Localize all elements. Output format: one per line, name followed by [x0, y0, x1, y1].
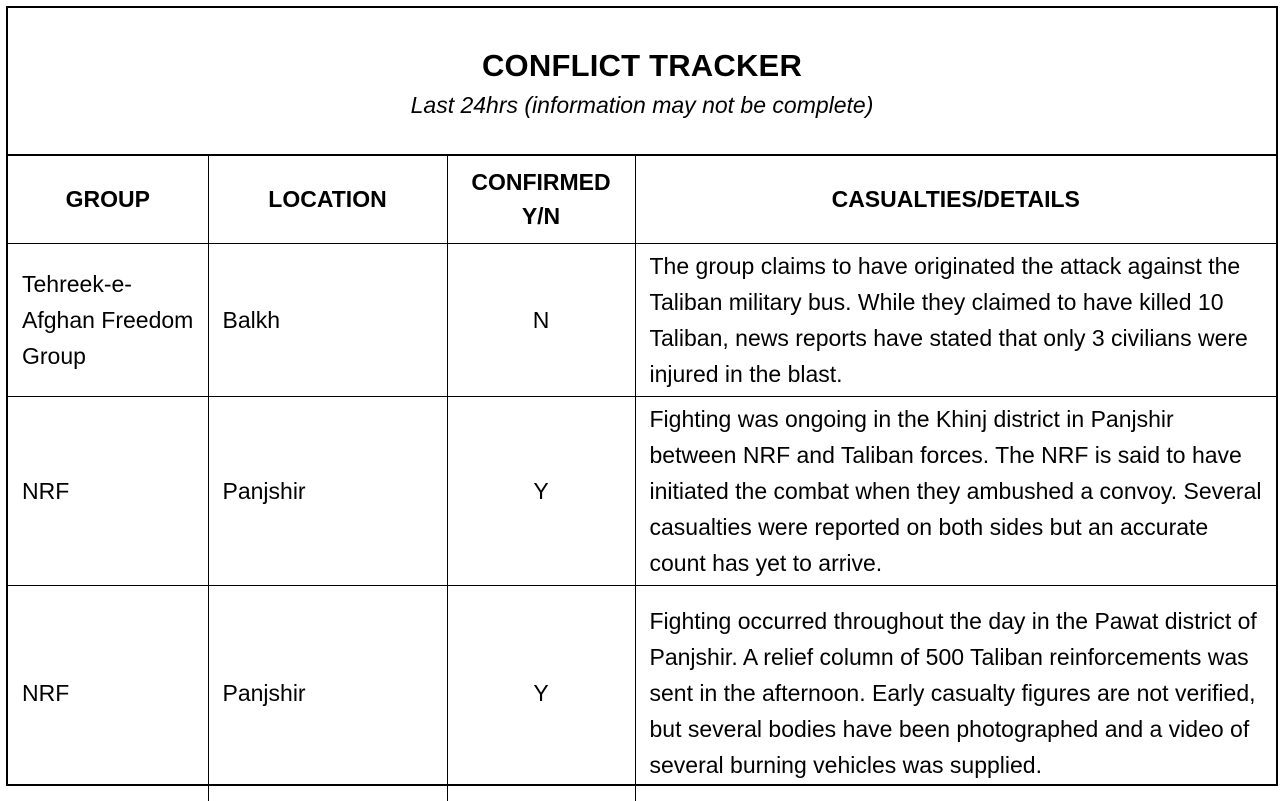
- table-header-row: [8, 156, 1276, 243]
- column-header-confirmed: [447, 156, 635, 243]
- table-row: [8, 243, 1276, 396]
- conflict-tracker-document: [6, 6, 1278, 786]
- details-cell: Fighting occurred throughout the day in the Pawat district of Panjshir. A relief column of 500 Taliban reinforcements was sent in the afternoon. Early casualty figures are not verified, but several bodies have been photographed and a video of several burning vehicles was supplied.: [635, 585, 1276, 801]
- table-row: [8, 396, 1276, 585]
- document-subtitle: Last 24hrs (information may not be complete): [410, 92, 874, 118]
- group-cell: NRF: [8, 396, 208, 585]
- column-header-confirmed-line2: Y/N: [521, 203, 561, 230]
- conflict-table: [8, 156, 1276, 801]
- column-header-details: CASUALTIES/DETAILS: [635, 156, 1276, 243]
- title-block: [8, 8, 1276, 156]
- document-title: CONFLICT TRACKER: [481, 48, 803, 83]
- group-cell: Tehreek-e-Afghan Freedom Group: [8, 243, 208, 396]
- confirmed-cell: N: [447, 243, 635, 396]
- table-row: [8, 585, 1276, 801]
- confirmed-cell: Y: [447, 585, 635, 801]
- location-cell: Balkh: [208, 243, 447, 396]
- group-cell: NRF: [8, 585, 208, 801]
- column-header-location: LOCATION: [208, 156, 447, 243]
- location-cell: Panjshir: [208, 396, 447, 585]
- details-cell: The group claims to have originated the attack against the Taliban military bus. While they claimed to have killed 10 Taliban, news reports have stated that only 3 civilians were injured in the blast.: [635, 243, 1276, 396]
- details-cell: Fighting was ongoing in the Khinj district in Panjshir between NRF and Taliban forces. The NRF is said to have initiated the combat when they ambushed a convoy. Several casualties were reported on both sides but an accurate count has yet to arrive.: [635, 396, 1276, 585]
- column-header-confirmed-line1: CONFIRMED: [471, 169, 611, 196]
- column-header-group: GROUP: [8, 156, 208, 243]
- confirmed-cell: Y: [447, 396, 635, 585]
- location-cell: Panjshir: [208, 585, 447, 801]
